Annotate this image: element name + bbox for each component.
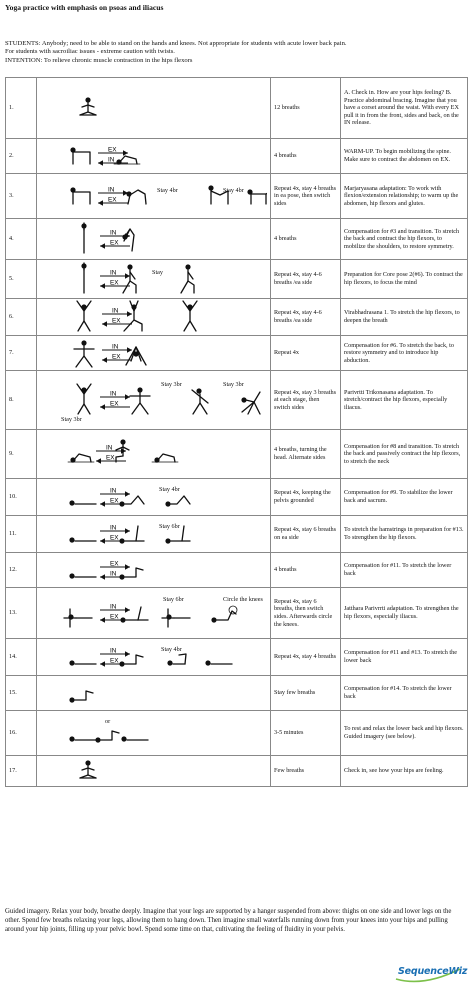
arrow-label: EX bbox=[110, 239, 119, 247]
stay-note: Stay 6br bbox=[159, 523, 180, 530]
sequence-row bbox=[6, 260, 468, 299]
arrow-label: EX bbox=[108, 146, 117, 154]
pose-figure-stand bbox=[81, 263, 86, 293]
stay-note: Stay 3br bbox=[61, 416, 82, 423]
breaths-cell: Repeat 4x, stay 6 breaths, then switch sides. Afterwards circle the knees. bbox=[271, 588, 341, 639]
row-number: 14. bbox=[6, 639, 37, 676]
pose-figure-circle bbox=[211, 606, 237, 623]
arrow-right-icon bbox=[125, 528, 130, 534]
pose-sketch bbox=[40, 430, 267, 478]
pose-figure-childh bbox=[68, 454, 94, 463]
arrow-left-icon bbox=[102, 357, 107, 363]
arrow-left-icon bbox=[100, 404, 105, 410]
arrow-label: EX bbox=[110, 534, 119, 542]
description-cell: To stretch the hamstrings in preparation for #13. To strengthen the hip flexors. bbox=[341, 516, 468, 553]
breaths-cell: Repeat 4x, stay 3 breaths at each stage, then switch sides bbox=[271, 371, 341, 430]
guided-imagery-text: Guided imagery. Relax your body, breathe deeply. Imagine that your legs are supported by a hanger suspended from above: thighs on one side and lower legs on the other. Spend few breaths relaxing your legs, allowing them to hang down. Then imagine small waterfalls running down from your knees into your hips and pulling around your hip joints, filling up your pelvic bowl. Spend some time on that, cultivating the feeling of fluidity in your pelvis. bbox=[5, 908, 452, 934]
description-cell: WARM-UP. To begin mobilizing the spine. Make sure to contract the abdomen on EX. bbox=[341, 139, 468, 174]
pose-figures bbox=[37, 139, 271, 174]
pose-figure-table bbox=[70, 187, 90, 204]
description-cell: Marjaryasana adaptation: To work with flexion/extension relationship; to warm up the abdomen, hip flexors and glutes. bbox=[341, 174, 468, 219]
pose-figures bbox=[37, 174, 271, 219]
pose-figure-armsup bbox=[77, 384, 91, 414]
pose-figure-supine bbox=[205, 660, 232, 665]
arrow-label: EX bbox=[110, 279, 119, 287]
row-number: 7. bbox=[6, 336, 37, 371]
row-number: 6. bbox=[6, 299, 37, 336]
breaths-cell: 4 breaths bbox=[271, 553, 341, 588]
breaths-cell: Repeat 4x, keeping the pelvis grounded bbox=[271, 479, 341, 516]
pose-figure-armsup bbox=[183, 301, 197, 331]
pose-figure-armsup bbox=[77, 301, 91, 331]
sequence-row bbox=[6, 479, 468, 516]
arrow-label: IN bbox=[112, 343, 119, 351]
pose-figure-kneesch bbox=[167, 654, 186, 666]
intro-block bbox=[5, 40, 469, 65]
row-number: 12. bbox=[6, 553, 37, 588]
arrow-left-icon bbox=[98, 160, 103, 166]
sequence-row bbox=[6, 371, 468, 430]
sequence-row bbox=[6, 516, 468, 553]
arrow-label: IN bbox=[110, 487, 117, 495]
arrow-left-icon bbox=[100, 661, 105, 667]
stay-note: Stay bbox=[152, 269, 164, 276]
pose-sketch bbox=[40, 260, 267, 298]
sequence-row bbox=[6, 299, 468, 336]
arrow-label: IN bbox=[108, 156, 115, 164]
stay-note: Stay 4br bbox=[157, 187, 178, 194]
stay-note: Stay 3br bbox=[161, 381, 182, 388]
logo: SequenceWiz bbox=[398, 966, 468, 977]
pose-figure-leglift2 bbox=[120, 607, 148, 623]
pose-figures bbox=[37, 516, 271, 553]
arrow-label: EX bbox=[106, 454, 115, 462]
arrow-left-icon bbox=[100, 617, 105, 623]
pose-sketch bbox=[40, 516, 267, 552]
arrow-right-icon bbox=[125, 491, 130, 497]
pose-figure-supine bbox=[69, 537, 96, 542]
pose-figure-legup bbox=[119, 526, 144, 544]
sequence-row bbox=[6, 676, 468, 711]
pose-figures bbox=[37, 553, 271, 588]
pose-figure-knees bbox=[69, 691, 93, 703]
arrow-label: EX bbox=[112, 317, 121, 325]
pose-figure-twist bbox=[241, 392, 260, 414]
row-number: 15. bbox=[6, 676, 37, 711]
description-cell: Compensation for #14. To stretch the lower back bbox=[341, 676, 468, 711]
pose-figure-table bbox=[70, 147, 90, 164]
description-cell: Compensation for #8 and transition. To stretch the back and passively contract the hip flexors, to stretch the neck bbox=[341, 430, 468, 479]
arrow-left-icon bbox=[100, 501, 105, 507]
stay-note: Stay 3br bbox=[223, 381, 244, 388]
pose-sketch bbox=[40, 553, 267, 587]
row-number: 9. bbox=[6, 430, 37, 479]
breaths-cell: 3-5 minutes bbox=[271, 711, 341, 756]
row-number: 5. bbox=[6, 260, 37, 299]
pose-figure-bridge bbox=[165, 496, 190, 507]
pose-figure-supine bbox=[121, 736, 148, 741]
students-line: STUDENTS: Anybody; need to be able to stand on the hands and knees. Not appropriate for students with acute lower back pain. bbox=[5, 40, 347, 47]
breaths-cell: Repeat 4x bbox=[271, 336, 341, 371]
arrow-left-icon bbox=[102, 321, 107, 327]
row-number: 17. bbox=[6, 756, 37, 787]
row-number: 4. bbox=[6, 219, 37, 260]
pose-figure-supine bbox=[69, 660, 96, 665]
sequence-row bbox=[6, 336, 468, 371]
pose-figures bbox=[37, 756, 271, 787]
pose-figures bbox=[37, 299, 271, 336]
pose-figure-supine bbox=[69, 736, 96, 741]
pose-sketch bbox=[40, 78, 267, 138]
pose-figure-lunge bbox=[123, 264, 136, 293]
pose-figure-lunge bbox=[181, 264, 194, 293]
arrow-label: IN bbox=[110, 524, 117, 532]
in-ex-arrows bbox=[100, 269, 130, 288]
pose-figures bbox=[37, 676, 271, 711]
stay-note: Stay 4br bbox=[223, 187, 244, 194]
arrow-left-icon bbox=[100, 283, 105, 289]
row-number: 3. bbox=[6, 174, 37, 219]
arrow-right-icon bbox=[127, 311, 132, 317]
pose-figures bbox=[37, 711, 271, 756]
pose-figure-bridge bbox=[119, 496, 144, 507]
sequence-row bbox=[6, 756, 468, 787]
pose-figure-leglift bbox=[247, 189, 267, 204]
pose-figure-triangle bbox=[192, 388, 208, 414]
pose-figures bbox=[37, 430, 271, 479]
stay-note: Stay 6br bbox=[163, 596, 184, 603]
pose-figure-knees bbox=[119, 568, 143, 580]
pose-figure-seated bbox=[80, 760, 96, 778]
pose-sketch bbox=[40, 219, 267, 259]
arrow-label: EX bbox=[112, 353, 121, 361]
page-title: Yoga practice with emphasis on psoas and iliacus bbox=[5, 3, 164, 12]
arrow-right-icon bbox=[125, 651, 130, 657]
arrow-left-icon bbox=[100, 538, 105, 544]
breaths-cell: 12 breaths bbox=[271, 78, 341, 139]
breaths-cell: Repeat 4x, stay 4 breaths in ea pose, then switch sides bbox=[271, 174, 341, 219]
pose-figures bbox=[37, 479, 271, 516]
row-number: 13. bbox=[6, 588, 37, 639]
breaths-cell: Repeat 4x, stay 4-6 breaths /ea side bbox=[271, 260, 341, 299]
arrow-label: EX bbox=[110, 497, 119, 505]
stay-note: or bbox=[105, 718, 111, 725]
arrow-label: EX bbox=[108, 196, 117, 204]
row-number: 8. bbox=[6, 371, 37, 430]
description-cell: Virabhadrasana 1. To stretch the hip flexors, to deepen the breath bbox=[341, 299, 468, 336]
in-ex-arrows bbox=[98, 186, 128, 205]
arrow-label: IN bbox=[110, 390, 117, 398]
description-cell: Compensation for #6. To stretch the back, to restore symmetry and to introduce hip abduction. bbox=[341, 336, 468, 371]
breaths-cell: 4 breaths bbox=[271, 139, 341, 174]
pose-figures bbox=[37, 78, 271, 139]
arrow-label: IN bbox=[112, 307, 119, 315]
pose-sketch bbox=[40, 479, 267, 515]
pose-sketch bbox=[40, 676, 267, 710]
arrow-right-icon bbox=[125, 273, 130, 279]
pose-sketch bbox=[40, 756, 267, 786]
description-cell: Jatthara Parivrrti adaptation. To strengthen the hip flexors, especially iliacus. bbox=[341, 588, 468, 639]
breaths-cell: Repeat 4x, stay 4 breaths bbox=[271, 639, 341, 676]
description-cell: Preparation for Core pose 2(#6). To contract the hip flexors, to focus the mind bbox=[341, 260, 468, 299]
pose-figures bbox=[37, 639, 271, 676]
pose-figures bbox=[37, 336, 271, 371]
row-number: 1. bbox=[6, 78, 37, 139]
description-cell: A. Check in. How are your hips feeling? B. Practice abdominal bracing. Imagine that you have a corset around the waist. With every EX pull it in from the front, sides and back, on the IN release. bbox=[341, 78, 468, 139]
description-cell: Compensation for #11. To stretch the lower back bbox=[341, 553, 468, 588]
in-ex-arrows bbox=[98, 146, 128, 165]
arrow-label: IN bbox=[110, 269, 117, 277]
arrow-right-icon bbox=[125, 564, 130, 570]
row-number: 16. bbox=[6, 711, 37, 756]
pose-figures bbox=[37, 371, 271, 430]
pose-figure-supine bbox=[69, 500, 96, 505]
arrow-label: EX bbox=[110, 400, 119, 408]
breaths-cell: 4 breaths, turning the head. Alternate sides bbox=[271, 430, 341, 479]
pose-figure-childh bbox=[152, 454, 178, 463]
pose-figure-warrior bbox=[124, 301, 142, 331]
pose-figure-twistlie bbox=[162, 609, 190, 627]
arrow-left-icon bbox=[100, 574, 105, 580]
stay-note: Stay 4br bbox=[161, 646, 182, 653]
description-cell: To rest and relax the lower back and hip flexors. Guided imagery (see below). bbox=[341, 711, 468, 756]
arrow-left-icon bbox=[100, 243, 105, 249]
sequence-row bbox=[6, 78, 468, 139]
sequence-row bbox=[6, 711, 468, 756]
sequence-row bbox=[6, 588, 468, 639]
arrow-label: IN bbox=[110, 570, 117, 578]
breaths-cell: Repeat 4x, stay 6 breaths on ea side bbox=[271, 516, 341, 553]
sacroiliac-line: For students with sacroiliac issues - extreme caution with twists. bbox=[5, 48, 175, 56]
pose-figures bbox=[37, 260, 271, 299]
intention-line: INTENTION: To relieve chronic muscle contraction in the hips flexors bbox=[5, 56, 193, 64]
pose-figure-knees bbox=[95, 731, 119, 743]
arrow-label: EX bbox=[110, 657, 119, 665]
pose-figures bbox=[37, 588, 271, 639]
breaths-cell: Repeat 4x, stay 4-6 breaths /ea side bbox=[271, 299, 341, 336]
pose-figure-catdown bbox=[126, 190, 146, 204]
arrow-label: IN bbox=[106, 444, 113, 452]
arrow-right-icon bbox=[125, 394, 130, 400]
pose-figure-supine bbox=[69, 573, 96, 578]
arrow-right-icon bbox=[125, 607, 130, 613]
in-ex-arrows bbox=[100, 390, 130, 409]
pose-figure-twistlie bbox=[64, 609, 92, 627]
pose-figure-knees bbox=[119, 655, 143, 667]
sequence-row bbox=[6, 139, 468, 174]
pose-sketch bbox=[40, 639, 267, 675]
arrow-label: IN bbox=[108, 186, 115, 194]
arrow-left-icon bbox=[98, 200, 103, 206]
pose-figure-bend bbox=[122, 229, 134, 251]
pose-sketch bbox=[40, 711, 267, 755]
arrow-left-icon bbox=[96, 458, 101, 464]
description-cell: Compensation for #3 and transition. To stretch the back and contract the hip flexors, to mobilize the shoulders, to restore symmetry. bbox=[341, 219, 468, 260]
row-number: 10. bbox=[6, 479, 37, 516]
arrow-right-icon bbox=[123, 150, 128, 156]
sequence-row bbox=[6, 553, 468, 588]
pose-figure-stand bbox=[81, 223, 86, 253]
row-number: 2. bbox=[6, 139, 37, 174]
in-ex-arrows bbox=[102, 307, 132, 326]
row-number: 11. bbox=[6, 516, 37, 553]
breaths-cell: 4 breaths bbox=[271, 219, 341, 260]
pose-figures bbox=[37, 219, 271, 260]
stay-note: Stay 4br bbox=[159, 486, 180, 493]
in-ex-arrows bbox=[102, 343, 132, 362]
pose-sketch bbox=[40, 174, 267, 218]
arrow-label: IN bbox=[110, 229, 117, 237]
arrow-label: EX bbox=[110, 613, 119, 621]
pose-sketch bbox=[40, 139, 267, 173]
breaths-cell: Stay few breaths bbox=[271, 676, 341, 711]
arrow-label: EX bbox=[110, 560, 119, 568]
pose-figure-wide bbox=[130, 387, 150, 414]
sequence-table bbox=[5, 77, 468, 787]
description-cell: Check in, see how your hips are feeling. bbox=[341, 756, 468, 787]
description-cell: Parivrtti Trikonasana adaptation. To stretch/contract the hip flexors, especially iliacus. bbox=[341, 371, 468, 430]
sequence-row bbox=[6, 219, 468, 260]
stay-note: Circle the knees bbox=[223, 596, 263, 603]
arrow-label: IN bbox=[110, 647, 117, 655]
description-cell: Compensation for #9. To stabilize the lower back and sacrum. bbox=[341, 479, 468, 516]
sequence-row bbox=[6, 639, 468, 676]
pose-sketch bbox=[40, 336, 267, 370]
sequence-row bbox=[6, 430, 468, 479]
arrow-label: IN bbox=[110, 603, 117, 611]
arrow-right-icon bbox=[127, 347, 132, 353]
pose-figure-wide bbox=[74, 340, 94, 367]
pose-sketch bbox=[40, 299, 267, 335]
description-cell: Compensation for #11 and #13. To stretch the lower back bbox=[341, 639, 468, 676]
breaths-cell: Few breaths bbox=[271, 756, 341, 787]
sequence-row bbox=[6, 174, 468, 219]
pose-figure-seated bbox=[80, 97, 96, 115]
